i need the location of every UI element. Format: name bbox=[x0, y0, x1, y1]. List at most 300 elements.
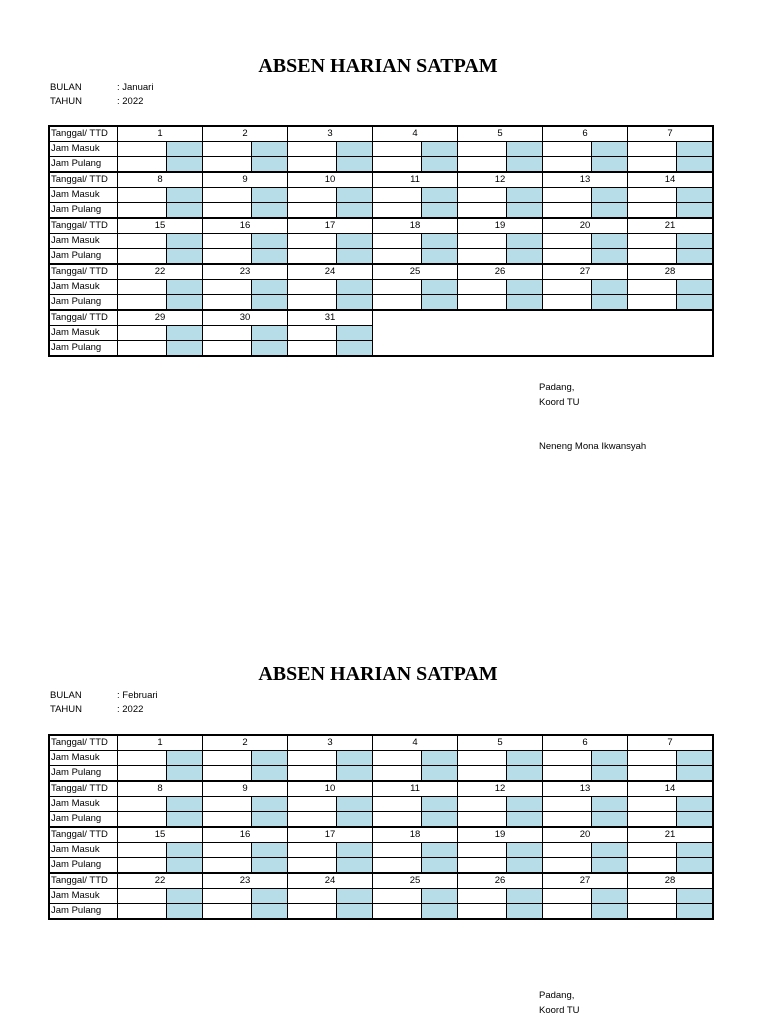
day-number: 25 bbox=[373, 264, 458, 280]
day-number: 23 bbox=[203, 264, 288, 280]
check-out-time-cell[interactable] bbox=[628, 812, 677, 828]
check-in-time-cell[interactable] bbox=[203, 326, 252, 341]
day-number: 14 bbox=[628, 781, 714, 797]
check-in-time-cell[interactable] bbox=[203, 234, 252, 249]
check-in-time-cell[interactable] bbox=[288, 751, 337, 766]
check-out-time-cell[interactable] bbox=[543, 157, 592, 173]
check-in-time-cell[interactable] bbox=[628, 889, 677, 904]
check-out-time-cell[interactable] bbox=[628, 858, 677, 874]
check-out-time-cell[interactable] bbox=[288, 904, 337, 920]
signature-cell[interactable] bbox=[422, 203, 458, 219]
signature-cell[interactable] bbox=[167, 203, 203, 219]
signature-cell[interactable] bbox=[252, 249, 288, 265]
check-in-time-cell[interactable] bbox=[543, 188, 592, 203]
signature-cell[interactable] bbox=[337, 295, 373, 311]
check-out-time-cell[interactable] bbox=[458, 295, 507, 311]
signature-cell[interactable] bbox=[677, 766, 714, 782]
signature-cell[interactable] bbox=[422, 249, 458, 265]
day-number: 26 bbox=[458, 264, 543, 280]
signature-cell[interactable] bbox=[337, 157, 373, 173]
check-out-time-cell[interactable] bbox=[628, 249, 677, 265]
row-label: Jam Pulang bbox=[49, 858, 118, 874]
check-in-time-cell[interactable] bbox=[118, 188, 167, 203]
check-in-row bbox=[49, 751, 713, 766]
signature-cell[interactable] bbox=[507, 797, 543, 812]
signature-cell[interactable] bbox=[167, 234, 203, 249]
check-out-time-cell[interactable] bbox=[118, 341, 167, 357]
check-out-time-cell[interactable] bbox=[373, 249, 422, 265]
signature-cell[interactable] bbox=[677, 797, 714, 812]
check-out-time-cell[interactable] bbox=[288, 812, 337, 828]
signature-cell[interactable] bbox=[252, 280, 288, 295]
check-in-time-cell[interactable] bbox=[203, 889, 252, 904]
signature-cell[interactable] bbox=[337, 234, 373, 249]
signature-cell[interactable] bbox=[422, 858, 458, 874]
check-in-time-cell[interactable] bbox=[118, 889, 167, 904]
day-number: 6 bbox=[543, 735, 628, 751]
signature-cell[interactable] bbox=[592, 889, 628, 904]
sheet-meta bbox=[50, 689, 158, 717]
signature-cell[interactable] bbox=[422, 889, 458, 904]
signature-cell[interactable] bbox=[167, 326, 203, 341]
check-out-time-cell[interactable] bbox=[118, 858, 167, 874]
signature-cell[interactable] bbox=[422, 157, 458, 173]
signature-cell[interactable] bbox=[422, 234, 458, 249]
date-row bbox=[49, 735, 713, 751]
check-in-time-cell[interactable] bbox=[203, 280, 252, 295]
day-number: 24 bbox=[288, 264, 373, 280]
check-out-time-cell[interactable] bbox=[118, 295, 167, 311]
signature-cell[interactable] bbox=[252, 812, 288, 828]
check-out-time-cell[interactable] bbox=[373, 766, 422, 782]
signature-cell[interactable] bbox=[337, 812, 373, 828]
day-number: 6 bbox=[543, 126, 628, 142]
check-in-time-cell[interactable] bbox=[288, 889, 337, 904]
day-number: 1 bbox=[118, 735, 203, 751]
check-in-time-cell[interactable] bbox=[288, 280, 337, 295]
check-out-time-cell[interactable] bbox=[203, 295, 252, 311]
day-number: 13 bbox=[543, 172, 628, 188]
signature-cell[interactable] bbox=[422, 812, 458, 828]
signature-cell[interactable] bbox=[167, 904, 203, 920]
signature-cell[interactable] bbox=[507, 766, 543, 782]
check-out-row bbox=[49, 249, 713, 265]
signature-cell[interactable] bbox=[337, 142, 373, 157]
day-number: 11 bbox=[373, 781, 458, 797]
day-number: 9 bbox=[203, 172, 288, 188]
check-in-time-cell[interactable] bbox=[543, 234, 592, 249]
check-in-time-cell[interactable] bbox=[628, 751, 677, 766]
signature-cell[interactable] bbox=[252, 188, 288, 203]
signature-cell[interactable] bbox=[167, 812, 203, 828]
check-out-time-cell[interactable] bbox=[288, 249, 337, 265]
signature-cell[interactable] bbox=[337, 858, 373, 874]
signature-cell[interactable] bbox=[677, 203, 714, 219]
signature-place: Padang, bbox=[539, 382, 575, 393]
signature-cell[interactable] bbox=[337, 341, 373, 357]
check-in-time-cell[interactable] bbox=[288, 797, 337, 812]
check-in-time-cell[interactable] bbox=[458, 142, 507, 157]
row-label: Tanggal/ TTD bbox=[49, 735, 118, 751]
check-out-time-cell[interactable] bbox=[458, 858, 507, 874]
check-in-time-cell[interactable] bbox=[373, 234, 422, 249]
signature-cell[interactable] bbox=[167, 341, 203, 357]
check-in-time-cell[interactable] bbox=[543, 889, 592, 904]
check-in-time-cell[interactable] bbox=[373, 797, 422, 812]
check-in-time-cell[interactable] bbox=[543, 843, 592, 858]
signature-cell[interactable] bbox=[592, 751, 628, 766]
check-out-time-cell[interactable] bbox=[203, 858, 252, 874]
signature-block bbox=[539, 380, 646, 454]
check-in-time-cell[interactable] bbox=[288, 142, 337, 157]
check-out-time-cell[interactable] bbox=[288, 295, 337, 311]
check-in-time-cell[interactable] bbox=[543, 142, 592, 157]
signature-cell[interactable] bbox=[677, 904, 714, 920]
page-title: ABSEN HARIAN SATPAM bbox=[258, 663, 498, 685]
check-in-time-cell[interactable] bbox=[628, 142, 677, 157]
check-out-time-cell[interactable] bbox=[288, 157, 337, 173]
check-out-time-cell[interactable] bbox=[118, 249, 167, 265]
signature-cell[interactable] bbox=[167, 188, 203, 203]
check-out-time-cell[interactable] bbox=[203, 341, 252, 357]
check-out-time-cell[interactable] bbox=[543, 904, 592, 920]
check-out-time-cell[interactable] bbox=[288, 858, 337, 874]
signature-cell[interactable] bbox=[677, 858, 714, 874]
check-in-time-cell[interactable] bbox=[543, 280, 592, 295]
check-out-time-cell[interactable] bbox=[288, 341, 337, 357]
check-out-time-cell[interactable] bbox=[628, 295, 677, 311]
signature-cell[interactable] bbox=[252, 751, 288, 766]
check-out-time-cell[interactable] bbox=[543, 295, 592, 311]
signature-cell[interactable] bbox=[167, 295, 203, 311]
check-in-time-cell[interactable] bbox=[118, 843, 167, 858]
signature-cell[interactable] bbox=[167, 766, 203, 782]
date-row bbox=[49, 172, 713, 188]
signature-cell[interactable] bbox=[677, 751, 714, 766]
signature-cell[interactable] bbox=[592, 797, 628, 812]
check-in-time-cell[interactable] bbox=[203, 843, 252, 858]
check-in-time-cell[interactable] bbox=[203, 797, 252, 812]
signature-cell[interactable] bbox=[592, 280, 628, 295]
check-out-row bbox=[49, 812, 713, 828]
day-number: 4 bbox=[373, 735, 458, 751]
check-out-time-cell[interactable] bbox=[118, 157, 167, 173]
check-in-time-cell[interactable] bbox=[373, 889, 422, 904]
signature-cell[interactable] bbox=[422, 766, 458, 782]
attendance-table bbox=[48, 125, 714, 357]
check-in-time-cell[interactable] bbox=[373, 751, 422, 766]
check-out-time-cell[interactable] bbox=[203, 904, 252, 920]
signature-cell[interactable] bbox=[167, 249, 203, 265]
signature-cell[interactable] bbox=[507, 904, 543, 920]
check-in-time-cell[interactable] bbox=[288, 326, 337, 341]
signature-cell[interactable] bbox=[677, 889, 714, 904]
signature-cell[interactable] bbox=[167, 797, 203, 812]
signature-cell[interactable] bbox=[677, 142, 714, 157]
signature-cell[interactable] bbox=[592, 843, 628, 858]
signature-cell[interactable] bbox=[422, 797, 458, 812]
signature-cell[interactable] bbox=[252, 904, 288, 920]
signature-cell[interactable] bbox=[507, 812, 543, 828]
signature-cell[interactable] bbox=[422, 295, 458, 311]
signature-cell[interactable] bbox=[167, 858, 203, 874]
signature-cell[interactable] bbox=[337, 904, 373, 920]
signature-cell[interactable] bbox=[677, 188, 714, 203]
row-label: Tanggal/ TTD bbox=[49, 172, 118, 188]
signature-cell[interactable] bbox=[337, 326, 373, 341]
signature-cell[interactable] bbox=[677, 280, 714, 295]
signature-cell[interactable] bbox=[167, 843, 203, 858]
check-in-time-cell[interactable] bbox=[118, 234, 167, 249]
signature-cell[interactable] bbox=[677, 812, 714, 828]
signature-cell[interactable] bbox=[592, 142, 628, 157]
signature-cell[interactable] bbox=[507, 843, 543, 858]
signature-cell[interactable] bbox=[507, 188, 543, 203]
check-in-time-cell[interactable] bbox=[118, 142, 167, 157]
check-out-row bbox=[49, 858, 713, 874]
signature-cell[interactable] bbox=[507, 234, 543, 249]
signature-cell[interactable] bbox=[677, 249, 714, 265]
signature-cell[interactable] bbox=[422, 142, 458, 157]
day-number: 12 bbox=[458, 781, 543, 797]
check-in-time-cell[interactable] bbox=[628, 280, 677, 295]
check-out-time-cell[interactable] bbox=[628, 766, 677, 782]
signature-cell[interactable] bbox=[252, 142, 288, 157]
check-in-time-cell[interactable] bbox=[543, 751, 592, 766]
signature-cell[interactable] bbox=[507, 157, 543, 173]
check-in-time-cell[interactable] bbox=[628, 843, 677, 858]
check-out-time-cell[interactable] bbox=[458, 812, 507, 828]
day-number: 4 bbox=[373, 126, 458, 142]
signature-cell[interactable] bbox=[677, 234, 714, 249]
check-in-time-cell[interactable] bbox=[628, 188, 677, 203]
signature-cell[interactable] bbox=[507, 295, 543, 311]
check-out-time-cell[interactable] bbox=[458, 766, 507, 782]
signature-cell[interactable] bbox=[592, 188, 628, 203]
check-out-time-cell[interactable] bbox=[118, 812, 167, 828]
day-number: 30 bbox=[203, 310, 288, 326]
check-out-time-cell[interactable] bbox=[373, 203, 422, 219]
date-row bbox=[49, 873, 713, 889]
date-row bbox=[49, 218, 713, 234]
check-out-time-cell[interactable] bbox=[543, 249, 592, 265]
signature-role: Koord TU bbox=[539, 397, 580, 408]
check-in-time-cell[interactable] bbox=[373, 280, 422, 295]
row-label: Tanggal/ TTD bbox=[49, 264, 118, 280]
row-label: Tanggal/ TTD bbox=[49, 310, 118, 326]
check-out-time-cell[interactable] bbox=[373, 157, 422, 173]
check-in-time-cell[interactable] bbox=[458, 797, 507, 812]
day-number: 15 bbox=[118, 827, 203, 843]
check-in-time-cell[interactable] bbox=[543, 797, 592, 812]
row-label: Jam Pulang bbox=[49, 249, 118, 265]
signature-cell[interactable] bbox=[507, 203, 543, 219]
row-label: Jam Masuk bbox=[49, 326, 118, 341]
signature-cell[interactable] bbox=[252, 157, 288, 173]
signature-cell[interactable] bbox=[337, 797, 373, 812]
check-out-time-cell[interactable] bbox=[203, 249, 252, 265]
empty-area bbox=[373, 341, 714, 357]
day-number: 2 bbox=[203, 126, 288, 142]
check-out-time-cell[interactable] bbox=[203, 203, 252, 219]
signature-cell[interactable] bbox=[592, 295, 628, 311]
check-out-time-cell[interactable] bbox=[373, 295, 422, 311]
check-out-time-cell[interactable] bbox=[203, 157, 252, 173]
check-out-time-cell[interactable] bbox=[458, 157, 507, 173]
day-number: 23 bbox=[203, 873, 288, 889]
check-in-time-cell[interactable] bbox=[288, 843, 337, 858]
check-out-time-cell[interactable] bbox=[543, 766, 592, 782]
check-out-time-cell[interactable] bbox=[458, 249, 507, 265]
check-in-time-cell[interactable] bbox=[458, 280, 507, 295]
signature-cell[interactable] bbox=[592, 858, 628, 874]
signature-cell[interactable] bbox=[507, 142, 543, 157]
check-out-time-cell[interactable] bbox=[288, 203, 337, 219]
check-in-time-cell[interactable] bbox=[288, 188, 337, 203]
signature-cell[interactable] bbox=[422, 843, 458, 858]
signature-cell[interactable] bbox=[337, 751, 373, 766]
signature-cell[interactable] bbox=[592, 203, 628, 219]
check-in-time-cell[interactable] bbox=[373, 188, 422, 203]
check-in-row bbox=[49, 843, 713, 858]
signature-cell[interactable] bbox=[252, 843, 288, 858]
row-label: Tanggal/ TTD bbox=[49, 827, 118, 843]
day-number: 22 bbox=[118, 873, 203, 889]
day-number: 8 bbox=[118, 781, 203, 797]
signature-cell[interactable] bbox=[507, 249, 543, 265]
check-out-time-cell[interactable] bbox=[118, 766, 167, 782]
check-in-time-cell[interactable] bbox=[458, 889, 507, 904]
signature-cell[interactable] bbox=[167, 142, 203, 157]
signature-cell[interactable] bbox=[677, 157, 714, 173]
signature-cell[interactable] bbox=[252, 234, 288, 249]
date-row bbox=[49, 126, 713, 142]
row-label: Jam Masuk bbox=[49, 188, 118, 203]
signature-cell[interactable] bbox=[507, 751, 543, 766]
check-in-time-cell[interactable] bbox=[203, 142, 252, 157]
signature-cell[interactable] bbox=[422, 751, 458, 766]
check-out-time-cell[interactable] bbox=[458, 904, 507, 920]
signature-cell[interactable] bbox=[252, 295, 288, 311]
check-in-time-cell[interactable] bbox=[288, 234, 337, 249]
signature-cell[interactable] bbox=[592, 157, 628, 173]
signature-cell[interactable] bbox=[337, 249, 373, 265]
signature-cell[interactable] bbox=[422, 188, 458, 203]
check-in-time-cell[interactable] bbox=[628, 234, 677, 249]
check-in-time-cell[interactable] bbox=[628, 797, 677, 812]
check-out-time-cell[interactable] bbox=[458, 203, 507, 219]
check-in-time-cell[interactable] bbox=[458, 843, 507, 858]
signature-cell[interactable] bbox=[507, 889, 543, 904]
signature-cell[interactable] bbox=[167, 280, 203, 295]
signature-cell[interactable] bbox=[337, 203, 373, 219]
signature-cell[interactable] bbox=[252, 766, 288, 782]
signature-cell[interactable] bbox=[252, 797, 288, 812]
signature-cell[interactable] bbox=[422, 904, 458, 920]
signature-cell[interactable] bbox=[592, 904, 628, 920]
check-out-time-cell[interactable] bbox=[628, 203, 677, 219]
day-number: 7 bbox=[628, 735, 714, 751]
check-in-time-cell[interactable] bbox=[203, 188, 252, 203]
check-out-time-cell[interactable] bbox=[628, 157, 677, 173]
empty-area bbox=[373, 310, 714, 326]
signature-cell[interactable] bbox=[337, 188, 373, 203]
signature-cell[interactable] bbox=[252, 203, 288, 219]
signature-cell[interactable] bbox=[167, 889, 203, 904]
signature-cell[interactable] bbox=[337, 843, 373, 858]
signature-cell[interactable] bbox=[252, 858, 288, 874]
row-label: Jam Pulang bbox=[49, 203, 118, 219]
signature-cell[interactable] bbox=[507, 858, 543, 874]
year-label: TAHUN bbox=[50, 96, 83, 107]
check-out-time-cell[interactable] bbox=[118, 904, 167, 920]
row-label: Jam Pulang bbox=[49, 812, 118, 828]
signature-cell[interactable] bbox=[507, 280, 543, 295]
signature-cell[interactable] bbox=[677, 295, 714, 311]
signature-cell[interactable] bbox=[677, 843, 714, 858]
check-out-time-cell[interactable] bbox=[203, 766, 252, 782]
row-label: Jam Masuk bbox=[49, 797, 118, 812]
check-in-time-cell[interactable] bbox=[118, 280, 167, 295]
signature-cell[interactable] bbox=[252, 341, 288, 357]
day-number: 10 bbox=[288, 781, 373, 797]
check-out-time-cell[interactable] bbox=[543, 812, 592, 828]
check-out-time-cell[interactable] bbox=[543, 858, 592, 874]
signature-cell[interactable] bbox=[252, 889, 288, 904]
check-in-row bbox=[49, 142, 713, 157]
signature-cell[interactable] bbox=[252, 326, 288, 341]
check-out-time-cell[interactable] bbox=[543, 203, 592, 219]
check-in-time-cell[interactable] bbox=[373, 142, 422, 157]
check-in-time-cell[interactable] bbox=[458, 234, 507, 249]
year-value: : 2022 bbox=[117, 96, 144, 107]
check-in-time-cell[interactable] bbox=[118, 326, 167, 341]
signature-cell[interactable] bbox=[592, 249, 628, 265]
check-out-time-cell[interactable] bbox=[203, 812, 252, 828]
check-in-time-cell[interactable] bbox=[118, 797, 167, 812]
day-number: 11 bbox=[373, 172, 458, 188]
check-out-time-cell[interactable] bbox=[373, 858, 422, 874]
check-out-time-cell[interactable] bbox=[288, 766, 337, 782]
check-in-time-cell[interactable] bbox=[203, 751, 252, 766]
check-in-time-cell[interactable] bbox=[373, 843, 422, 858]
signature-cell[interactable] bbox=[592, 812, 628, 828]
signature-cell[interactable] bbox=[337, 889, 373, 904]
check-in-time-cell[interactable] bbox=[458, 751, 507, 766]
row-label: Jam Pulang bbox=[49, 157, 118, 173]
day-number: 29 bbox=[118, 310, 203, 326]
signature-cell[interactable] bbox=[337, 766, 373, 782]
row-label: Jam Pulang bbox=[49, 295, 118, 311]
check-out-time-cell[interactable] bbox=[628, 904, 677, 920]
signature-cell[interactable] bbox=[337, 280, 373, 295]
check-out-time-cell[interactable] bbox=[118, 203, 167, 219]
signature-cell[interactable] bbox=[167, 751, 203, 766]
check-in-time-cell[interactable] bbox=[458, 188, 507, 203]
day-number: 16 bbox=[203, 218, 288, 234]
month-value: : Januari bbox=[117, 82, 154, 93]
signature-cell[interactable] bbox=[592, 234, 628, 249]
signature-cell[interactable] bbox=[422, 280, 458, 295]
check-out-time-cell[interactable] bbox=[373, 904, 422, 920]
check-in-time-cell[interactable] bbox=[118, 751, 167, 766]
day-number: 31 bbox=[288, 310, 373, 326]
day-number: 28 bbox=[628, 873, 714, 889]
signature-name: Neneng Mona Ikwansyah bbox=[539, 441, 647, 452]
signature-cell[interactable] bbox=[592, 766, 628, 782]
signature-cell[interactable] bbox=[167, 157, 203, 173]
check-out-time-cell[interactable] bbox=[373, 812, 422, 828]
